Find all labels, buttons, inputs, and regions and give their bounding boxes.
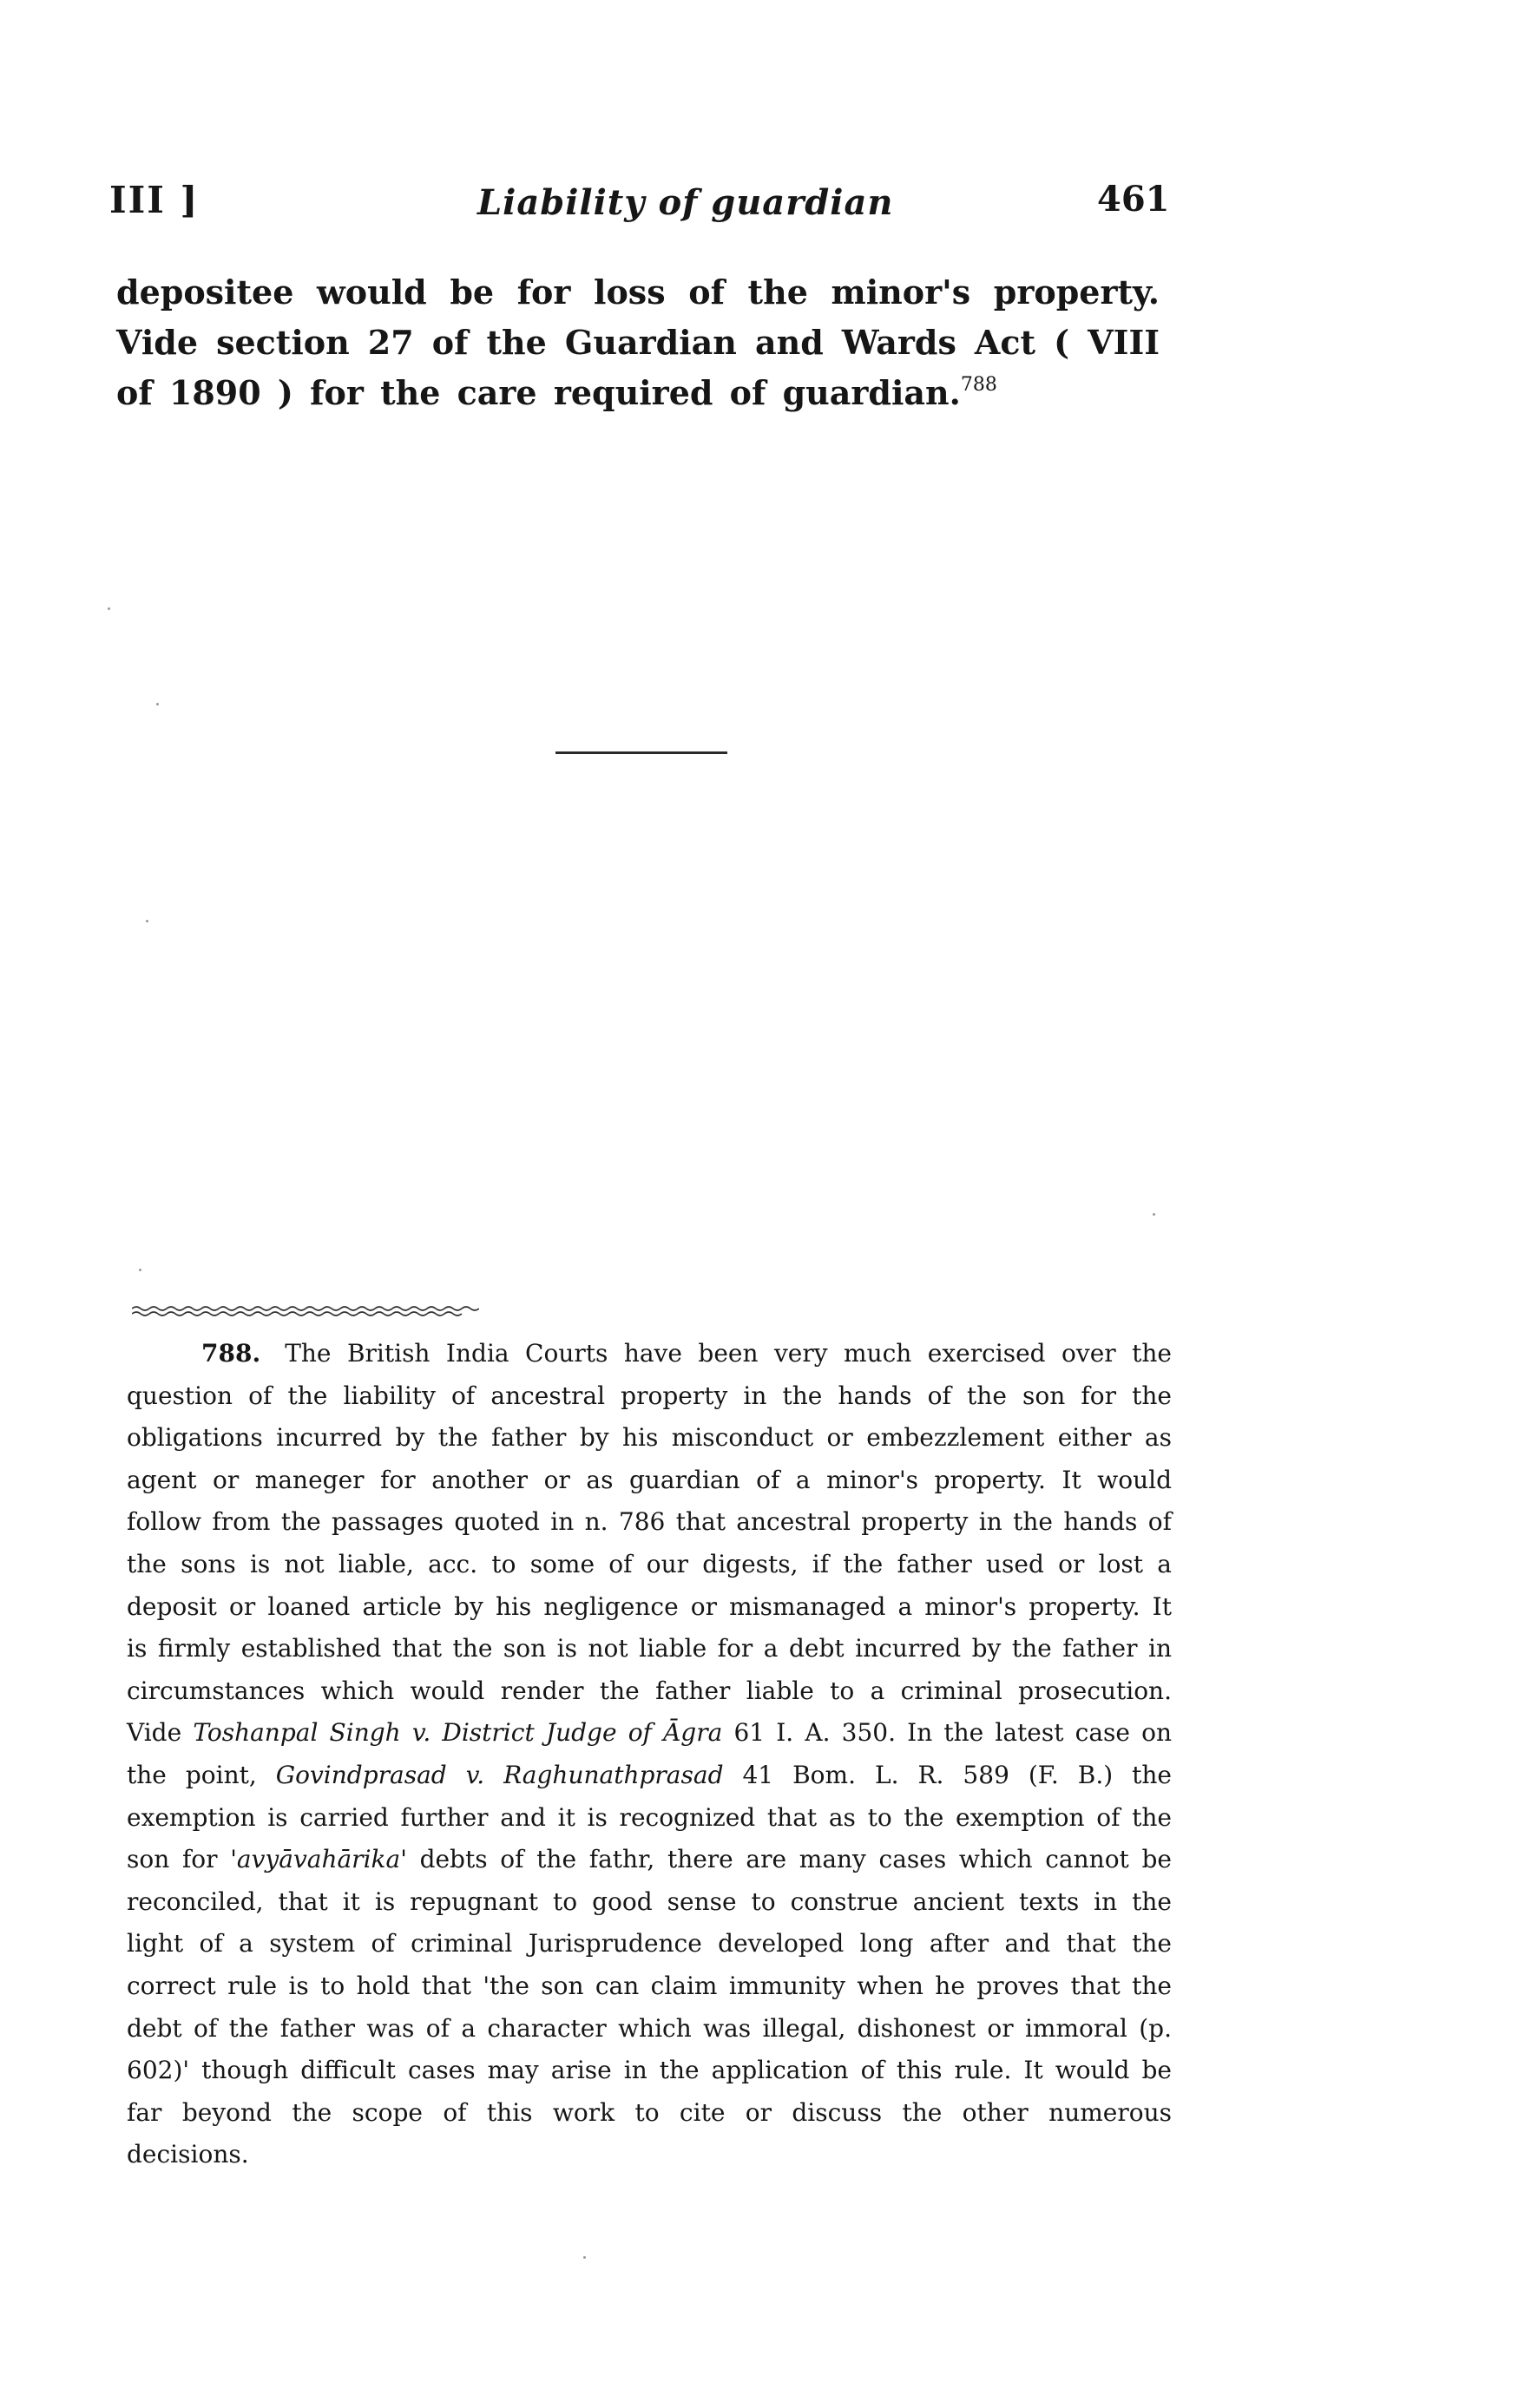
- body-paragraph: [116, 267, 1160, 418]
- footnote-788: [127, 1333, 1172, 2176]
- footnote-reference: 788: [960, 374, 997, 396]
- paper-speck: [1153, 1213, 1155, 1216]
- paper-speck: [156, 703, 159, 705]
- footnote-text: The British India Courts have been very much exercised over the question of the liability of ancestral property in the hands of the son for the obligations incurred by the father by his misconduct or embezzlement either as agent or maneger for another or as guardian of a minor's property. It would follow from the passages quoted in n. 786 that ancestral property in the hands of the sons is not liable, acc. to some of our digests, if the father used or lost a deposit or loaned article by his negligence or mismanaged a minor's property. It is firmly established that the son is not liable for a debt incurred by the father in circumstances which would render the father liable to a criminal prosecution. Vide: [127, 1339, 1172, 1748]
- footnote-text: ' debts of the fathr, there are many cases which cannot be reconciled, that it is repugnant to good sense to construe ancient texts in the light of a system of criminal Jurisprudence developed long after and that the correct rule is to hold that 'the son can claim immunity when he proves that the debt of the father was of a character which was illegal, dishonest or immoral (p. 602)' though difficult cases may arise in the application of this rule. It would be far beyond the scope of this work to cite or discuss the other numerous decisions.: [127, 1845, 1172, 2169]
- section-divider: [555, 751, 727, 754]
- paper-speck: [139, 1269, 141, 1271]
- term-avyavaharika: avyāvahārika: [236, 1845, 401, 1874]
- paper-speck: [146, 920, 148, 922]
- footnote-number: 788.: [201, 1339, 261, 1368]
- paper-speck: [108, 607, 110, 610]
- paper-speck: [583, 2256, 586, 2259]
- running-head: [109, 179, 1168, 231]
- body-paragraph-text: depositee would be for loss of the minor's property. Vide section 27 of the Guardian and Wards Act ( VIII of 1890 ) for the care required of guardian.: [116, 272, 1160, 412]
- case-citation-govindprasad: Govindprasad v. Raghunathprasad: [275, 1760, 724, 1789]
- case-citation-toshanpal: Toshanpal Singh v. District Judge of Āgra: [193, 1718, 723, 1748]
- running-title: Liability of guardian: [477, 182, 894, 223]
- chapter-marker: III ]: [109, 179, 200, 221]
- page-number: 461: [1097, 179, 1170, 220]
- footnote-text: 61 I. A. 350. In the latest case on the point,: [127, 1718, 1173, 1789]
- footnote-rule: [132, 1305, 479, 1317]
- footnote-text: 41 Bom. L. R. 589 (F. B.) the exemption is carried further and it is recognized that as to the exemption of the son for ': [127, 1760, 1172, 1874]
